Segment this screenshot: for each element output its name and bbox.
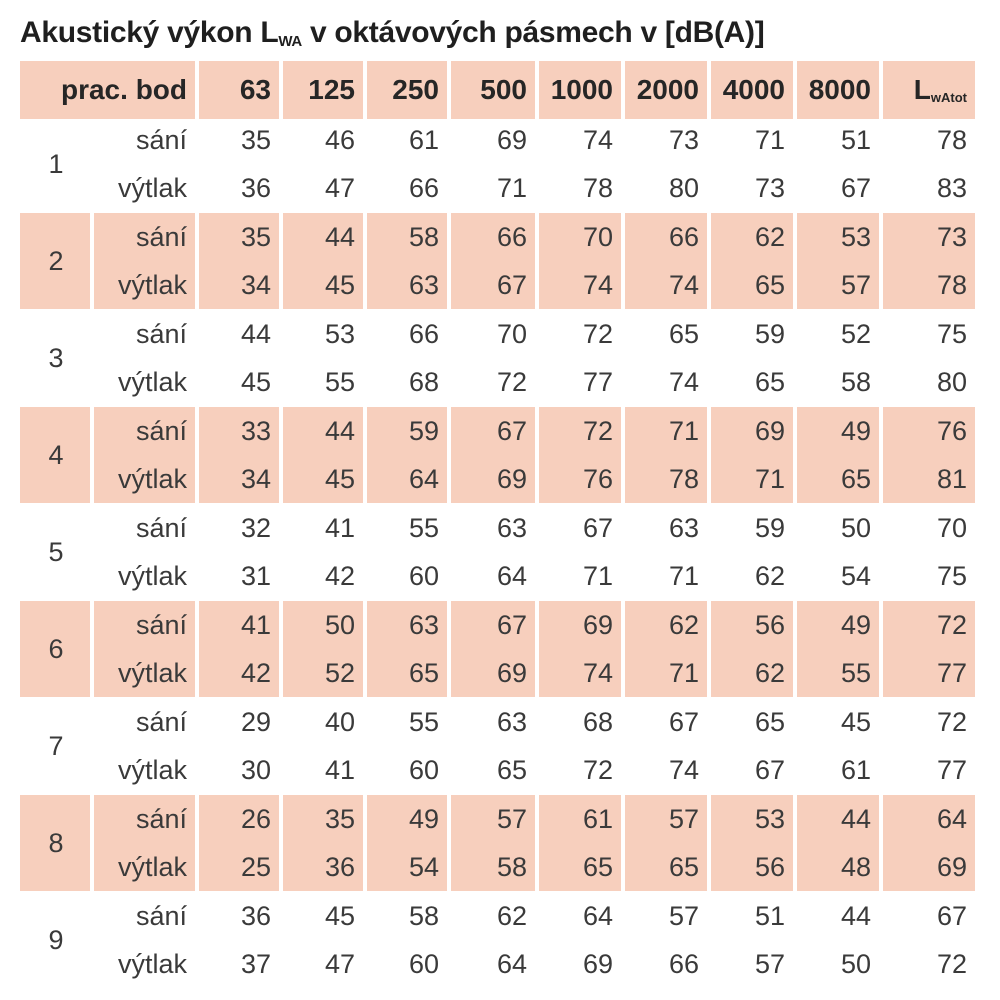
band-value-cell: 64 [496, 561, 527, 591]
header-work-point: prac. bod [60, 74, 187, 105]
band-value-cell: 67 [496, 610, 527, 640]
band-value-cell: 42 [240, 658, 271, 688]
table-row [20, 407, 975, 455]
total-value-cell: 80 [936, 367, 967, 397]
band-value-cell: 70 [582, 222, 613, 252]
band-value-cell: 31 [240, 561, 271, 591]
band-value-cell: 50 [324, 610, 355, 640]
work-point-number: 7 [48, 731, 64, 761]
total-value-cell: 78 [936, 125, 967, 155]
band-value-cell: 36 [324, 852, 355, 882]
band-value-cell: 74 [668, 755, 699, 785]
band-value-cell: 47 [324, 949, 355, 979]
band-value-cell: 71 [496, 173, 527, 203]
band-value-cell: 60 [408, 949, 439, 979]
header-band-4000: 4000 [722, 74, 785, 105]
band-value-cell: 78 [582, 173, 613, 203]
band-value-cell: 71 [754, 464, 785, 494]
band-value-cell: 48 [840, 852, 871, 882]
row-side-label: sání [135, 901, 187, 931]
work-point-group [20, 892, 975, 988]
band-value-cell: 64 [582, 901, 613, 931]
band-value-cell: 55 [324, 367, 355, 397]
work-point-number: 5 [48, 537, 64, 567]
band-value-cell: 67 [840, 173, 871, 203]
band-value-cell: 51 [840, 125, 871, 155]
table-row [20, 601, 975, 649]
band-value-cell: 67 [496, 416, 527, 446]
table-row [20, 795, 975, 843]
band-value-cell: 65 [408, 658, 439, 688]
band-value-cell: 69 [582, 949, 613, 979]
row-side-label: sání [135, 610, 187, 640]
band-value-cell: 65 [496, 755, 527, 785]
band-value-cell: 67 [582, 513, 613, 543]
header-band-500: 500 [480, 74, 527, 105]
band-value-cell: 63 [496, 707, 527, 737]
band-value-cell: 73 [754, 173, 785, 203]
header-total [879, 61, 975, 119]
band-value-cell: 54 [408, 852, 439, 882]
band-value-cell: 65 [754, 270, 785, 300]
band-value-cell: 36 [240, 173, 271, 203]
band-value-cell: 58 [496, 852, 527, 882]
total-value-cell: 83 [936, 173, 967, 203]
row-side-label: sání [135, 707, 187, 737]
band-value-cell: 71 [668, 561, 699, 591]
band-value-cell: 72 [582, 416, 613, 446]
band-value-cell: 55 [408, 707, 439, 737]
band-value-cell: 74 [582, 658, 613, 688]
row-side-label: sání [135, 804, 187, 834]
table-row [20, 649, 975, 697]
work-point-number: 4 [48, 440, 64, 470]
band-value-cell: 30 [240, 755, 271, 785]
band-value-cell: 50 [840, 949, 871, 979]
band-value-cell: 57 [668, 901, 699, 931]
row-side-label: sání [135, 319, 187, 349]
band-value-cell: 72 [582, 319, 613, 349]
band-value-cell: 44 [240, 319, 271, 349]
row-side-label: výtlak [117, 561, 187, 591]
band-value-cell: 58 [408, 901, 439, 931]
band-value-cell: 55 [840, 658, 871, 688]
band-value-cell: 35 [324, 804, 355, 834]
band-value-cell: 67 [496, 270, 527, 300]
title-rest: v oktávových pásmech v [dB(A)] [301, 16, 765, 49]
band-value-cell: 54 [840, 561, 871, 591]
band-value-cell: 66 [408, 319, 439, 349]
table-title [20, 8, 764, 58]
table-row [20, 261, 975, 309]
band-value-cell: 52 [840, 319, 871, 349]
band-value-cell: 41 [240, 610, 271, 640]
band-value-cell: 52 [324, 658, 355, 688]
band-value-cell: 66 [668, 222, 699, 252]
work-point-group [20, 698, 975, 794]
band-value-cell: 63 [668, 513, 699, 543]
table-header-row [20, 61, 975, 119]
table-row [20, 746, 975, 794]
total-value-cell: 72 [936, 610, 967, 640]
table-row [20, 455, 975, 503]
band-value-cell: 78 [668, 464, 699, 494]
band-value-cell: 47 [324, 173, 355, 203]
total-value-cell: 69 [936, 852, 967, 882]
band-value-cell: 66 [496, 222, 527, 252]
row-side-label: výtlak [117, 464, 187, 494]
table-row [20, 940, 975, 988]
band-value-cell: 58 [840, 367, 871, 397]
total-value-cell: 72 [936, 949, 967, 979]
band-value-cell: 76 [582, 464, 613, 494]
row-side-label: výtlak [117, 949, 187, 979]
band-value-cell: 34 [240, 270, 271, 300]
total-value-cell: 75 [936, 319, 967, 349]
band-value-cell: 71 [668, 658, 699, 688]
band-value-cell: 57 [496, 804, 527, 834]
work-point-group [20, 504, 975, 600]
band-value-cell: 61 [408, 125, 439, 155]
row-side-label: sání [135, 416, 187, 446]
band-value-cell: 64 [408, 464, 439, 494]
band-value-cell: 44 [324, 416, 355, 446]
band-value-cell: 57 [754, 949, 785, 979]
band-value-cell: 65 [754, 707, 785, 737]
work-point-number: 9 [48, 925, 64, 955]
band-value-cell: 59 [754, 513, 785, 543]
band-value-cell: 64 [496, 949, 527, 979]
row-side-label: výtlak [117, 173, 187, 203]
band-value-cell: 62 [754, 222, 785, 252]
band-value-cell: 69 [496, 658, 527, 688]
band-value-cell: 69 [582, 610, 613, 640]
band-value-cell: 65 [754, 367, 785, 397]
band-value-cell: 65 [668, 852, 699, 882]
band-value-cell: 74 [668, 367, 699, 397]
table-row [20, 213, 975, 261]
band-value-cell: 74 [582, 125, 613, 155]
title-subscript: WA [278, 33, 302, 50]
table-row [20, 116, 975, 164]
band-value-cell: 62 [754, 561, 785, 591]
band-value-cell: 74 [582, 270, 613, 300]
band-value-cell: 45 [324, 464, 355, 494]
band-value-cell: 41 [324, 755, 355, 785]
band-value-cell: 49 [840, 416, 871, 446]
table-row [20, 358, 975, 406]
band-value-cell: 68 [582, 707, 613, 737]
header-total-subscript: wAtot [930, 90, 967, 105]
band-value-cell: 65 [840, 464, 871, 494]
band-value-cell: 34 [240, 464, 271, 494]
band-value-cell: 37 [240, 949, 271, 979]
band-value-cell: 69 [496, 125, 527, 155]
title-main: Akustický výkon L [20, 16, 279, 49]
work-point-group [20, 310, 975, 406]
header-band-125: 125 [308, 74, 355, 105]
band-value-cell: 53 [840, 222, 871, 252]
work-point-group [20, 407, 975, 503]
band-value-cell: 60 [408, 561, 439, 591]
band-value-cell: 26 [240, 804, 271, 834]
band-value-cell: 72 [496, 367, 527, 397]
band-value-cell: 51 [754, 901, 785, 931]
band-value-cell: 42 [324, 561, 355, 591]
total-value-cell: 67 [936, 901, 967, 931]
band-value-cell: 36 [240, 901, 271, 931]
total-value-cell: 64 [936, 804, 967, 834]
band-value-cell: 35 [240, 125, 271, 155]
band-value-cell: 66 [668, 949, 699, 979]
band-value-cell: 63 [408, 610, 439, 640]
band-value-cell: 53 [324, 319, 355, 349]
work-point-number: 8 [48, 828, 64, 858]
work-point-group [20, 213, 975, 309]
header-band-63: 63 [239, 74, 271, 105]
band-value-cell: 45 [240, 367, 271, 397]
work-point-number: 2 [48, 246, 64, 276]
row-side-label: výtlak [117, 658, 187, 688]
row-side-label: výtlak [117, 270, 187, 300]
row-side-label: sání [135, 125, 187, 155]
band-value-cell: 44 [324, 222, 355, 252]
band-value-cell: 33 [240, 416, 271, 446]
band-value-cell: 71 [668, 416, 699, 446]
total-value-cell: 75 [936, 561, 967, 591]
band-value-cell: 40 [324, 707, 355, 737]
table-row [20, 892, 975, 940]
band-value-cell: 72 [582, 755, 613, 785]
header-band-8000: 8000 [808, 74, 871, 105]
band-value-cell: 45 [324, 901, 355, 931]
work-point-group [20, 601, 975, 697]
table-row [20, 552, 975, 600]
header-band-250: 250 [392, 74, 439, 105]
table-row [20, 310, 975, 358]
band-value-cell: 71 [754, 125, 785, 155]
band-value-cell: 63 [496, 513, 527, 543]
total-value-cell: 76 [936, 416, 967, 446]
band-value-cell: 35 [240, 222, 271, 252]
band-value-cell: 57 [840, 270, 871, 300]
work-point-number: 6 [48, 634, 64, 664]
band-value-cell: 80 [668, 173, 699, 203]
total-value-cell: 81 [936, 464, 967, 494]
band-value-cell: 69 [496, 464, 527, 494]
band-value-cell: 62 [496, 901, 527, 931]
total-value-cell: 73 [936, 222, 967, 252]
band-value-cell: 59 [754, 319, 785, 349]
band-value-cell: 49 [840, 610, 871, 640]
band-value-cell: 68 [408, 367, 439, 397]
table-row [20, 504, 975, 552]
band-value-cell: 44 [840, 804, 871, 834]
band-value-cell: 71 [582, 561, 613, 591]
band-value-cell: 63 [408, 270, 439, 300]
band-value-cell: 65 [582, 852, 613, 882]
band-value-cell: 67 [754, 755, 785, 785]
band-value-cell: 32 [240, 513, 271, 543]
band-value-cell: 69 [754, 416, 785, 446]
band-value-cell: 58 [408, 222, 439, 252]
work-point-group [20, 795, 975, 891]
table-row [20, 164, 975, 212]
band-value-cell: 67 [668, 707, 699, 737]
header-band-2000: 2000 [636, 74, 699, 105]
work-point-number: 3 [48, 343, 64, 373]
work-point-number: 1 [48, 149, 64, 179]
band-value-cell: 65 [668, 319, 699, 349]
band-value-cell: 73 [668, 125, 699, 155]
band-value-cell: 61 [840, 755, 871, 785]
band-value-cell: 61 [582, 804, 613, 834]
band-value-cell: 46 [324, 125, 355, 155]
band-value-cell: 49 [408, 804, 439, 834]
band-value-cell: 29 [240, 707, 271, 737]
band-value-cell: 56 [754, 610, 785, 640]
band-value-cell: 62 [754, 658, 785, 688]
header-total-main: L [913, 74, 931, 105]
row-side-label: výtlak [117, 852, 187, 882]
total-value-cell: 77 [936, 755, 967, 785]
total-value-cell: 77 [936, 658, 967, 688]
band-value-cell: 45 [324, 270, 355, 300]
band-value-cell: 70 [496, 319, 527, 349]
row-side-label: sání [135, 222, 187, 252]
header-band-1000: 1000 [550, 74, 613, 105]
band-value-cell: 62 [668, 610, 699, 640]
band-value-cell: 56 [754, 852, 785, 882]
band-value-cell: 66 [408, 173, 439, 203]
row-side-label: výtlak [117, 755, 187, 785]
row-side-label: výtlak [117, 367, 187, 397]
total-value-cell: 78 [936, 270, 967, 300]
band-value-cell: 77 [582, 367, 613, 397]
table-row [20, 698, 975, 746]
band-value-cell: 57 [668, 804, 699, 834]
band-value-cell: 74 [668, 270, 699, 300]
row-side-label: sání [135, 513, 187, 543]
work-point-group [20, 116, 975, 212]
band-value-cell: 41 [324, 513, 355, 543]
band-value-cell: 53 [754, 804, 785, 834]
total-value-cell: 72 [936, 707, 967, 737]
band-value-cell: 59 [408, 416, 439, 446]
band-value-cell: 44 [840, 901, 871, 931]
band-value-cell: 25 [240, 852, 271, 882]
band-value-cell: 60 [408, 755, 439, 785]
total-value-cell: 70 [936, 513, 967, 543]
table-row [20, 843, 975, 891]
band-value-cell: 50 [840, 513, 871, 543]
band-value-cell: 55 [408, 513, 439, 543]
band-value-cell: 45 [840, 707, 871, 737]
